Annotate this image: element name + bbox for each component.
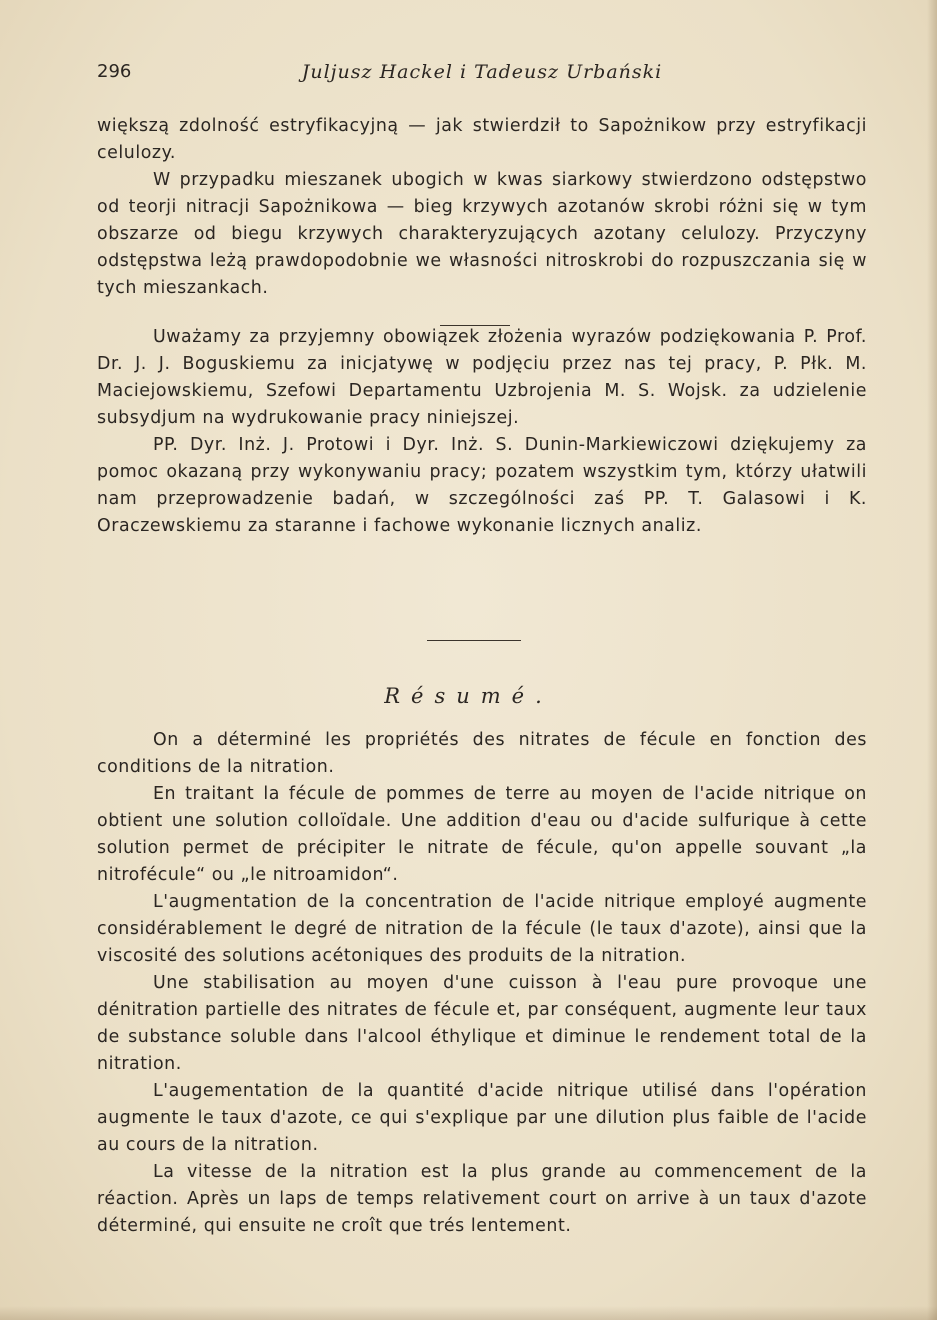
resume-paragraph-1: On a déterminé les propriétés des nitrates de fécule en fonction des conditions de la nitration.	[97, 730, 867, 777]
french-resume-text	[97, 727, 867, 1240]
paragraph-odstepstwo: W przypadku mieszanek ubogich w kwas siarkowy stwierdzono odstępstwo od teorji nitracji Sapożnikowa — bieg krzywych azotanów skrobi różni się w tym obszarze od biegu krzywych charakteryzujących azotany celulozy. Przyczyny odstępstwa leżą prawdopodobnie we własności nitroskrobi do rozpuszczania się w tych mieszankach.	[97, 170, 867, 298]
page-bottom-shadow	[0, 1306, 937, 1320]
divider-section	[427, 640, 521, 641]
resume-paragraph-6: La vitesse de la nitration est la plus grande au commencement de la réaction. Après un laps de temps relativement court on arrive à un taux d'azote déterminé, qui ensuite ne croît que trés lentement.	[97, 1162, 867, 1236]
paragraph-estryfikacja: większą zdolność estryfikacyjną — jak stwierdził to Sapożnikow przy estryfikacji celulozy.	[97, 116, 867, 163]
resume-heading: Résumé.	[384, 684, 553, 708]
page-edge-shadow	[927, 0, 937, 1320]
resume-paragraph-5: L'augementation de la quantité d'acide nitrique utilisé dans l'opération augmente le taux d'azote, ce qui s'explique par une dilution plus faible de l'acide au cours de la nitration.	[97, 1081, 867, 1155]
running-title: Juljusz Hackel i Tadeusz Urbański	[301, 61, 663, 83]
resume-paragraph-4: Une stabilisation au moyen d'une cuisson à l'eau pure provoque une dénitration partielle des nitrates de fécule et, par conséquent, augmente leur taux de substance soluble dans l'alcool éthylique et diminue le rendement total de la nitration.	[97, 973, 867, 1074]
paragraph-podziekowania-2: PP. Dyr. Inż. J. Protowi i Dyr. Inż. S. Dunin-Markiewiczowi dziękujemy za pomoc okazaną przy wykonywaniu pracy; pozatem wszystkim tym, którzy ułatwili nam przeprowadzenie badań, w szczególności zaś PP. T. Galasowi i K. Oraczewskiemu za staranne i fachowe wykonanie licznych analiz.	[97, 435, 867, 536]
page-number: 296	[97, 61, 132, 82]
resume-paragraph-3: L'augmentation de la concentration de l'acide nitrique employé augmente considérablement le degré de nitration de la fécule (le taux d'azote), ainsi que la viscosité des solutions acétoniques des produits de la nitration.	[97, 892, 867, 966]
divider-short	[440, 325, 510, 326]
page-header	[97, 61, 867, 87]
polish-body-text	[97, 113, 867, 540]
resume-paragraph-2: En traitant la fécule de pommes de terre au moyen de l'acide nitrique on obtient une solution colloïdale. Une addition d'eau ou d'acide sulfurique à cette solution permet de précipiter le nitrate de fécule, qu'on appelle souvant „la nitrofécule“ ou „le nitroamidon“.	[97, 784, 867, 885]
paragraph-podziekowania: Uważamy za przyjemny obowiązek złożenia wyrazów podziękowania P. Prof. Dr. J. J. Boguskiemu za inicjatywę w podjęciu przez nas tej pracy, P. Płk. M. Maciejowskiemu, Szefowi Departamentu Uzbrojenia M. S. Wojsk. za udzielenie subsydjum na wydrukowanie pracy niniejszej.	[97, 327, 867, 428]
